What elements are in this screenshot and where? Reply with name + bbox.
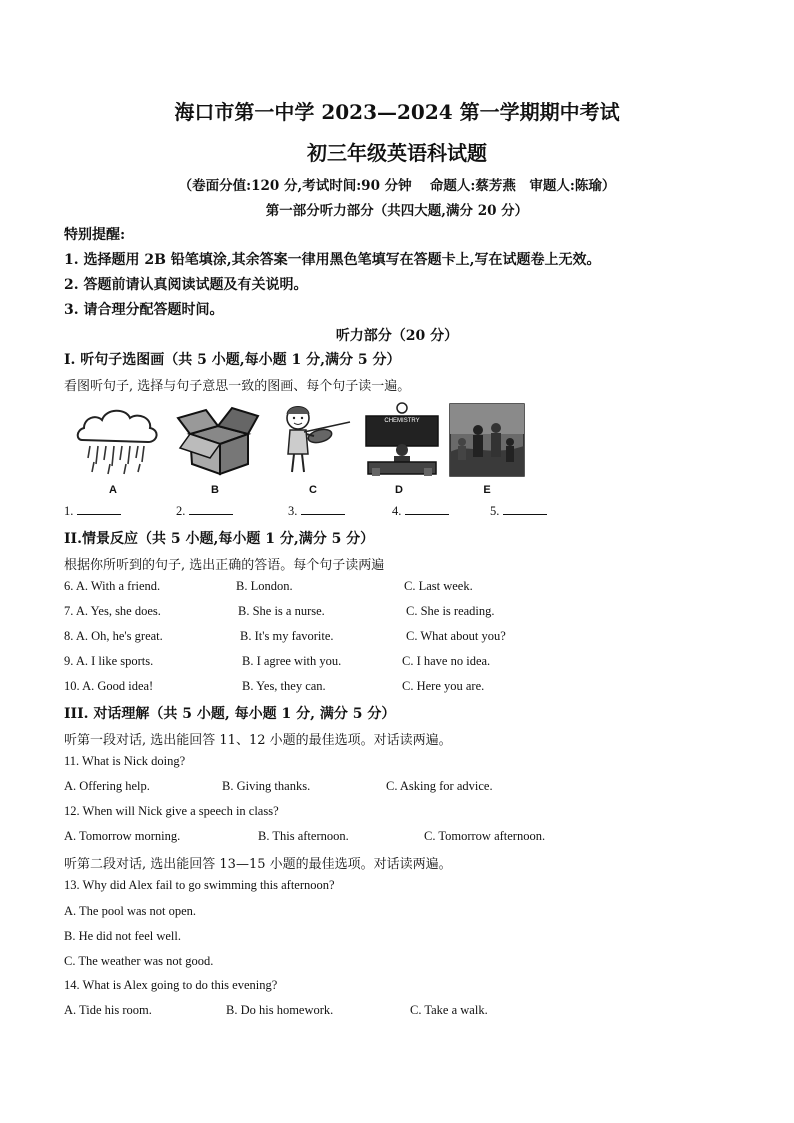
answer-blank[interactable]: 4. [392, 504, 449, 519]
notice-heading: 特别提醒: [64, 227, 126, 243]
picture-label: E [483, 484, 491, 496]
open-box-picture [176, 402, 254, 478]
answer-blank[interactable]: 3. [288, 504, 345, 519]
section1-heading: I. 听句子选图画（共 5 小题,每小题 1 分,满分 5 分） [64, 352, 401, 368]
chemistry-classroom-picture [360, 402, 438, 478]
listening-heading: 听力部分（20 分） [335, 328, 459, 344]
option-c: C. Tomorrow afternoon. [424, 829, 546, 843]
option-b: B. Yes, they can. [242, 679, 326, 693]
dialogue2-instruction: 听第二段对话, 选出能回答 13—15 小题的最佳选项。对话读两遍。 [64, 857, 452, 872]
option-b: B. Do his homework. [226, 1003, 334, 1017]
section1-instruction: 看图听句子, 选择与句子意思一致的图画、每个句子读一遍。 [64, 379, 411, 394]
option-b: B. He did not feel well. [64, 929, 181, 943]
rain-cloud-picture [74, 402, 152, 478]
picture-label: D [395, 484, 403, 496]
notice-item: 2. 答题前请认真阅读试题及有关说明。 [64, 277, 308, 293]
option-c: C. Take a walk. [410, 1003, 488, 1017]
notice-item: 1. 选择题用 2B 铅笔填涂,其余答案一律用黑色笔填写在答题卡上,写在试题卷上无效。 [64, 252, 601, 268]
dialogue1-instruction: 听第一段对话, 选出能回答 11、12 小题的最佳选项。对话读两遍。 [64, 733, 452, 748]
picture-label: A [109, 484, 117, 496]
question-11: 11. What is Nick doing? [64, 754, 186, 768]
option-b: B. Giving thanks. [222, 779, 311, 793]
exam-page: 海口市第一中学 2023—2024 第一学期期中考试 初三年级英语科试题 （卷面分值:120 分,考试时间:90 分钟 命题人:蔡芳燕 审题人:陈瑜） 第一部分听力部分（共四大题,满分 20 分） 特别提醒: 1. 选择题用 2B 铅笔填涂,其余答案一律用黑色笔填写在答题卡上,写在试题卷上无效。 2. 答题前请认真阅读试题及有关说明。 3. 请合理分配答题时间。 听力部分（20 分） I. 听句子选图画（共 5 小题,每小题 1 分,满分 5 分） 看图听句子, 选择与句子意思一致的图画、每个句子读一遍。 A B C CHEMISTRY D E 1. 2. 3. 4. 5. II.情景反应（共 5 小题,每小题 1 分,满分 5 分） 根据你所听到的句子, 选出正确的答语。每个句子读两遍 6. A. With a friend. B. London. C. Last week. 7. A. Yes, she does. B. She is a nurse. C. She is reading. 8. A. Oh, he's great. B. It's my favorite. C. What about you? 9. A. I like sports. B. I agree with you. C. I have no idea. 10. A. Good idea! B. Yes, they can. C. Here you are. III. 对话理解（共 5 小题, 每小题 1 分, 满分 5 分） 听第一段对话, 选出能回答 11、12 小题的最佳选项。对话读两遍。 11. What is Nick doing? A. Offering help. B. Giving thanks. C. Asking for advice. 12. When will Nick give a speech in class? A. Tomorrow morning. B. This afternoon. C. Tomorrow afternoon. 听第二段对话, 选出能回答 13—15 小题的最佳选项。对话读两遍。 13. Why did Alex fail to go swimming this afternoon? A. The pool was not open. B. He did not feel well. C. The weather was not good. 14. What is Alex going to do this evening? A. Tide his room. B. Do his homework. C. Take a walk. [0, 0, 794, 1123]
part-one-heading: 第一部分听力部分（共四大题,满分 20 分） [265, 203, 529, 219]
question-12: 12. When will Nick give a speech in class? [64, 804, 279, 818]
option-a: A. Offering help. [64, 779, 150, 793]
question-13: 13. Why did Alex fail to go swimming this afternoon? [64, 878, 335, 892]
option-a: A. Tomorrow morning. [64, 829, 181, 843]
option-a: A. Oh, he's great. [75, 629, 163, 643]
option-a: A. The pool was not open. [64, 904, 197, 918]
option-a: A. Tide his room. [64, 1003, 152, 1017]
option-b: B. She is a nurse. [238, 604, 325, 618]
notice-item: 3. 请合理分配答题时间。 [64, 302, 224, 318]
option-b: B. It's my favorite. [240, 629, 334, 643]
picture-label: C [309, 484, 317, 496]
option-b: B. This afternoon. [258, 829, 349, 843]
option-a: A. Yes, she does. [75, 604, 161, 618]
option-b: B. I agree with you. [242, 654, 342, 668]
option-a: A. I like sports. [75, 654, 154, 668]
option-c: C. What about you? [406, 629, 506, 643]
exam-subtitle: 初三年级英语科试题 [307, 141, 487, 165]
option-a: A. Good idea! [82, 679, 154, 693]
blackboard-text: CHEMISTRY [384, 418, 420, 424]
girl-violin-picture [274, 402, 352, 478]
section3-heading: III. 对话理解（共 5 小题, 每小题 1 分, 满分 5 分） [64, 706, 396, 722]
option-c: C. Last week. [404, 579, 473, 593]
option-c: C. Asking for advice. [386, 779, 493, 793]
option-b: B. London. [236, 579, 293, 593]
option-c: C. Here you are. [402, 679, 485, 693]
option-c: C. I have no idea. [402, 654, 491, 668]
option-c: C. The weather was not good. [64, 954, 214, 968]
exam-info: （卷面分值:120 分,考试时间:90 分钟 命题人:蔡芳燕 审题人:陈瑜） [178, 178, 616, 194]
section2-instruction: 根据你所听到的句子, 选出正确的答语。每个句子读两遍 [64, 558, 385, 573]
option-c: C. She is reading. [406, 604, 495, 618]
answer-blank[interactable]: 2. [176, 504, 233, 519]
question-14: 14. What is Alex going to do this evening? [64, 978, 278, 992]
answer-blank[interactable]: 1. [64, 504, 121, 519]
option-a: A. With a friend. [75, 579, 161, 593]
exam-title: 海口市第一中学 2023—2024 第一学期期中考试 [174, 100, 620, 124]
picture-label: B [211, 484, 219, 496]
answer-blank[interactable]: 5. [490, 504, 547, 519]
section2-heading: II.情景反应（共 5 小题,每小题 1 分,满分 5 分） [64, 531, 375, 547]
night-scene-picture [448, 402, 526, 478]
